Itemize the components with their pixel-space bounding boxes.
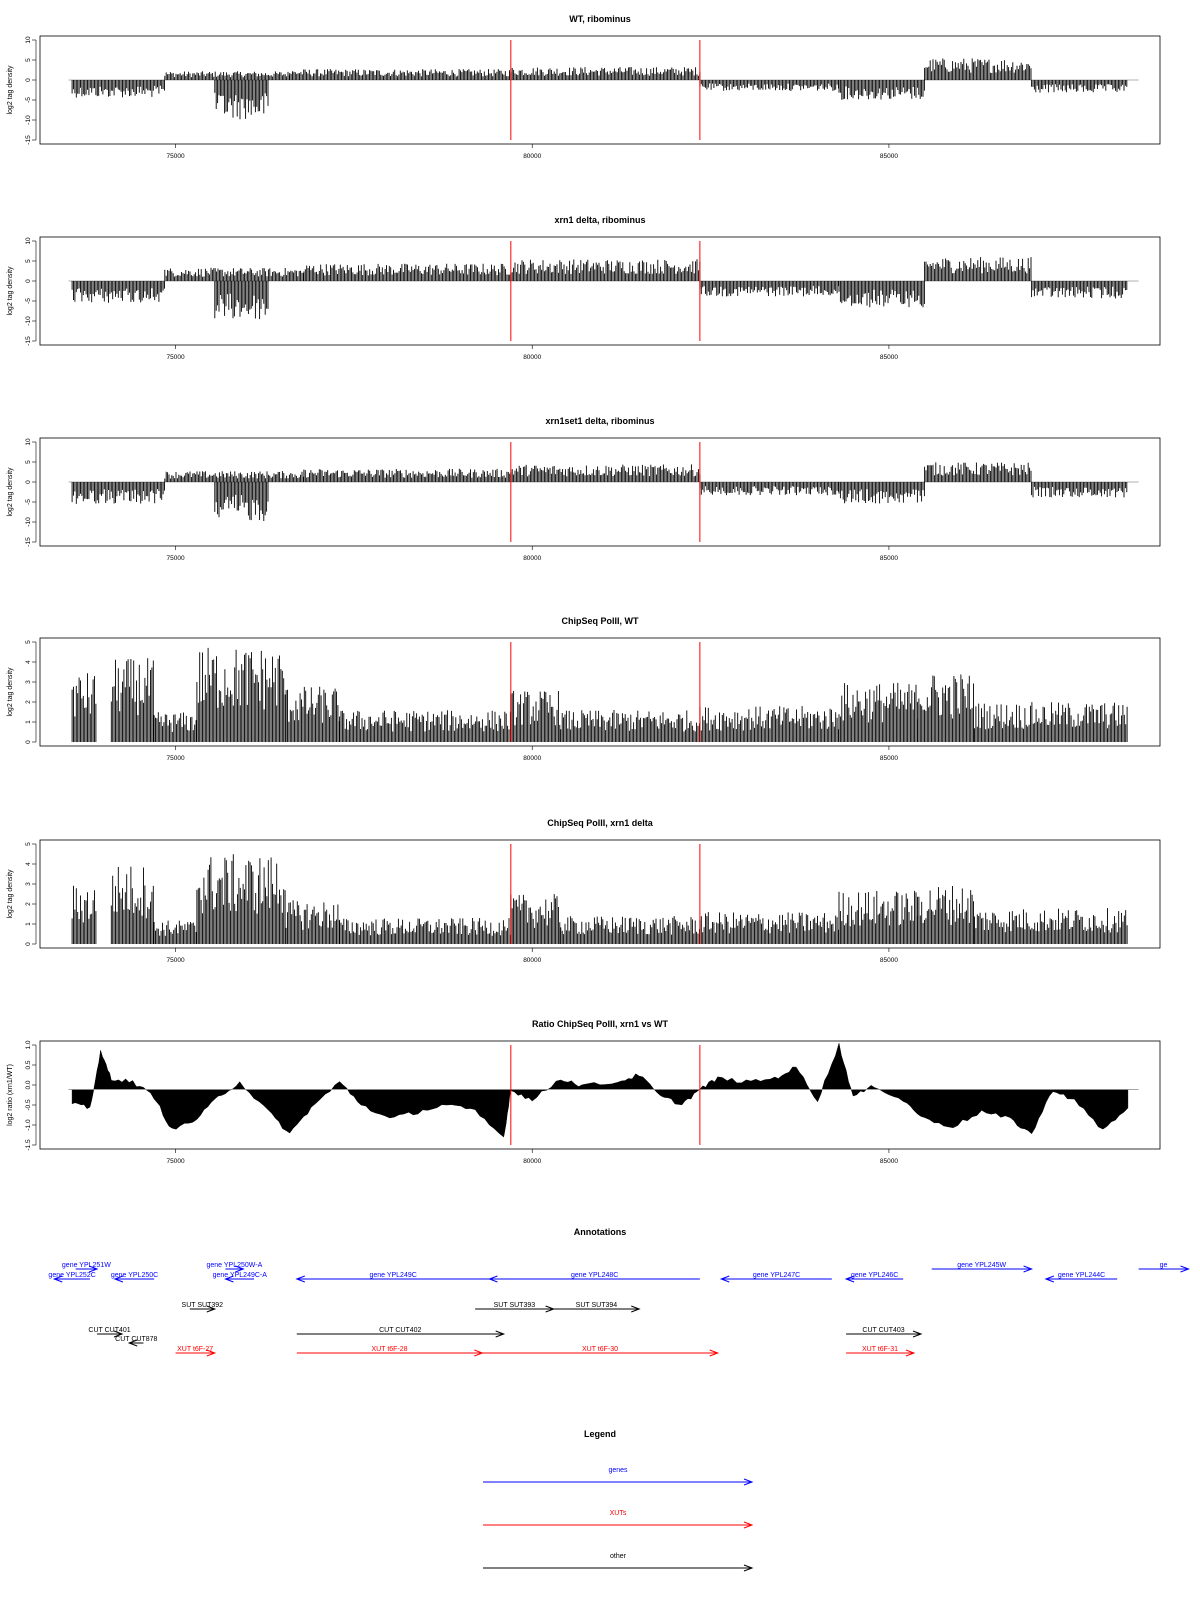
x-tick-label: 75000	[166, 755, 185, 762]
y-tick-label: 2	[25, 700, 32, 704]
annotation-label: CUT CUT402	[379, 1327, 422, 1334]
annotation-label: ge	[1159, 1262, 1168, 1269]
y-tick-label: 5	[25, 259, 32, 263]
panel-title: ChipSeq PolII, WT	[561, 616, 639, 626]
y-tick-label: 0	[25, 78, 32, 82]
bar-series	[72, 854, 1127, 944]
annotations-panel	[48, 1227, 1188, 1356]
panel-6	[7, 1019, 1160, 1165]
y-tick-label: -1.0	[25, 1119, 32, 1131]
y-axis-label: log2 ratio (xrn1/WT)	[7, 1064, 14, 1126]
plot-frame	[40, 36, 1160, 144]
x-tick-label: 85000	[879, 153, 898, 160]
x-tick-label: 75000	[166, 354, 185, 361]
y-tick-label: -5	[25, 97, 32, 103]
x-tick-label: 80000	[523, 1158, 542, 1165]
y-tick-label: -15	[25, 537, 32, 547]
y-tick-label: -10	[25, 517, 32, 527]
y-axis-label: log2 tag density	[7, 667, 14, 717]
x-tick-label: 75000	[166, 555, 185, 562]
annotation-label: XUT t6F-30	[581, 1346, 619, 1353]
legend-label: genes	[608, 1467, 628, 1474]
x-tick-label: 80000	[523, 153, 542, 160]
x-tick-label: 85000	[879, 1158, 898, 1165]
plot-frame	[40, 438, 1160, 546]
panel-5	[7, 818, 1160, 964]
y-tick-label: -15	[25, 336, 32, 346]
y-tick-label: -5	[25, 298, 32, 304]
y-tick-label: 5	[25, 460, 32, 464]
y-tick-label: 3	[25, 882, 32, 886]
y-tick-label: 4	[25, 862, 32, 866]
annotation-label: gene YPL249C-A	[212, 1272, 267, 1279]
panel-1	[7, 14, 1160, 160]
y-tick-label: 4	[25, 660, 32, 664]
y-tick-label: 5	[25, 640, 32, 644]
panel-title: ChipSeq PolII, xrn1 delta	[547, 818, 653, 828]
y-tick-label: -10	[25, 316, 32, 326]
annotation-label: CUT CUT878	[115, 1336, 158, 1343]
annotation-label: CUT CUT403	[862, 1327, 905, 1334]
y-tick-label: -1.5	[25, 1139, 32, 1151]
panel-title: xrn1set1 delta, ribominus	[545, 416, 655, 426]
annotation-label: gene YPL247C	[752, 1272, 801, 1279]
annotation-label: XUT t6F-27	[177, 1346, 214, 1353]
panel-title: Ratio ChipSeq PolII, xrn1 vs WT	[531, 1019, 669, 1029]
annotation-label: gene YPL250C	[110, 1272, 159, 1279]
annotation-label: gene YPL252C	[48, 1272, 96, 1279]
y-tick-label: -0.5	[25, 1099, 32, 1111]
x-tick-label: 85000	[879, 755, 898, 762]
annotation-label: gene YPL245W	[957, 1262, 1007, 1269]
panel-title: WT, ribominus	[569, 14, 631, 24]
legend-title: Legend	[583, 1429, 617, 1439]
x-tick-label: 80000	[523, 354, 542, 361]
y-tick-label: 0.5	[25, 1060, 32, 1070]
y-axis-label: log2 tag density	[7, 65, 14, 115]
y-tick-label: 5	[25, 842, 32, 846]
panel-3	[7, 416, 1160, 562]
y-tick-label: -15	[25, 135, 32, 145]
legend-panel	[483, 1429, 752, 1571]
annotation-label: SUT SUT394	[575, 1302, 618, 1309]
annotation-label: SUT SUT393	[493, 1302, 536, 1309]
y-tick-label: 10	[25, 438, 32, 446]
bar-series	[72, 257, 1127, 319]
annotation-label: gene YPL244C	[1057, 1272, 1106, 1279]
y-axis-label: log2 tag density	[7, 869, 14, 919]
panel-2	[7, 215, 1160, 361]
y-axis-label: log2 tag density	[7, 467, 14, 517]
annotation-label: XUT t6F-28	[371, 1346, 408, 1353]
panel-4	[7, 616, 1160, 762]
x-tick-label: 75000	[166, 153, 185, 160]
y-tick-label: 5	[25, 58, 32, 62]
y-tick-label: 0	[25, 480, 32, 484]
x-tick-label: 85000	[879, 555, 898, 562]
annotation-label: gene YPL248C	[570, 1272, 619, 1279]
annotation-label: XUT t6F-31	[861, 1346, 899, 1353]
annotations-title: Annotations	[573, 1227, 627, 1237]
legend-label: other	[610, 1553, 626, 1560]
y-tick-label: 0	[25, 740, 32, 744]
plot-frame	[40, 237, 1160, 345]
ratio-area	[72, 1043, 1128, 1137]
panel-title: xrn1 delta, ribominus	[554, 215, 646, 225]
x-tick-label: 80000	[523, 555, 542, 562]
annotation-label: CUT CUT401	[88, 1327, 131, 1334]
annotation-label: SUT SUT392	[181, 1302, 224, 1309]
y-axis-label: log2 tag density	[7, 266, 14, 316]
annotation-label: gene YPL246C	[850, 1272, 899, 1279]
bar-series	[72, 462, 1127, 521]
legend-label: XUTs	[609, 1510, 627, 1517]
y-tick-label: 1	[25, 720, 32, 724]
y-tick-label: 0.0	[25, 1080, 32, 1090]
y-tick-label: 2	[25, 902, 32, 906]
bar-series	[72, 648, 1127, 742]
annotation-label: gene YPL250W-A	[206, 1262, 263, 1269]
y-tick-label: 1.0	[25, 1040, 32, 1050]
x-tick-label: 80000	[523, 755, 542, 762]
y-tick-label: 3	[25, 680, 32, 684]
y-tick-label: 0	[25, 279, 32, 283]
annotation-label: gene YPL251W	[61, 1262, 111, 1269]
bar-series	[72, 59, 1127, 120]
y-tick-label: -5	[25, 499, 32, 505]
x-tick-label: 75000	[166, 957, 185, 964]
y-tick-label: -10	[25, 115, 32, 125]
x-tick-label: 85000	[879, 354, 898, 361]
x-tick-label: 85000	[879, 957, 898, 964]
x-tick-label: 75000	[166, 1158, 185, 1165]
annotation-label: gene YPL249C	[369, 1272, 417, 1279]
x-tick-label: 80000	[523, 957, 542, 964]
y-tick-label: 10	[25, 237, 32, 245]
y-tick-label: 1	[25, 922, 32, 926]
y-tick-label: 10	[25, 36, 32, 44]
y-tick-label: 0	[25, 942, 32, 946]
